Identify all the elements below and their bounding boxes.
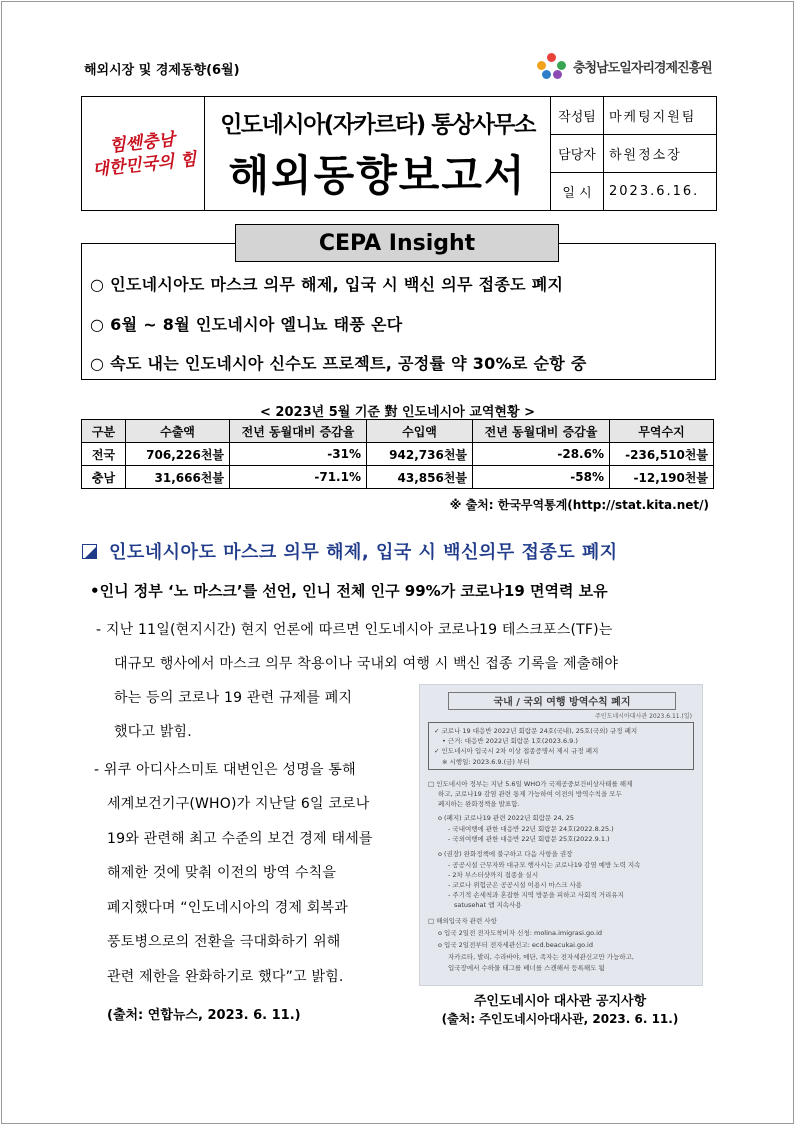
paragraph-line: 19와 관련해 최고 수준의 보건 경제 태세를 [107,831,373,847]
table-cell: -71.1% [230,466,367,489]
table-cell: 706,226천불 [126,443,230,466]
slogan-image [82,97,205,210]
column-header: 전년 동월대비 증감율 [230,420,367,443]
notice-line: - 코로나 위험군은 공공시설 이용시 마스크 사용 [448,881,583,889]
insight-bullet: ○ 속도 내는 인도네시아 신수도 프로젝트, 공정률 약 30%로 순항 중 [90,354,587,373]
notice-line: □ 해외입국자 관련 사항 [428,917,497,925]
paragraph-line: 해제한 것에 맞춰 이전의 방역 수칙을 [107,865,337,881]
meta-row [551,135,716,173]
meta-key: 일 시 [551,173,604,210]
paragraph-line: 하는 등의 코로나 19 관련 규제를 폐지 [114,690,353,706]
table-cell: -236,510천불 [610,443,714,466]
paragraph-line: 대규모 행사에서 마스크 의무 착용이나 국내외 여행 시 백신 접종 기록을 제출해야 [114,656,619,672]
notice-caption-source: (출처: 주인도네시아대사관, 2023. 6. 11.) [441,1012,679,1026]
header-meta [551,97,716,210]
notice-line: - 공공시설 근무자와 대규모 행사시는 코로나19 감염 예방 노력 지속 [448,861,641,869]
notice-line: satusehat 앱 지속사용 [454,901,522,909]
meta-key: 작성팀 [551,97,604,134]
notice-line: o (권장) 완화정책에 불구하고 다음 사항을 권장 [438,850,573,858]
table-cell: 충남 [82,466,126,489]
column-header: 구분 [82,420,126,443]
notice-line: o (폐지) 코로나19 관련 2022년 회람문 24, 25 [438,814,575,822]
notice-line: 하고, 코로나19 감염 관련 통제 가능하여 이전의 방역수칙을 모두 [438,790,622,798]
page-label: 해외시장 및 경제동향(6월) [84,63,240,78]
embassy-notice-image [419,684,703,986]
meta-value: 마케팅지원팀 [609,110,697,125]
logo-icon [537,53,567,79]
section-heading-text: 인도네시아도 마스크 의무 해제, 입국 시 백신의무 접종도 폐지 [109,542,618,563]
notice-title: 국내 / 국외 여행 방역수칙 폐지 [448,692,676,710]
trade-table [81,419,714,489]
agency-logo [537,53,712,79]
header-title-cell [205,97,551,210]
report-title: 해외동향보고서 [228,151,527,200]
meta-value: 하원정소장 [609,148,682,163]
meta-row [551,97,716,135]
section-heading [82,538,618,564]
column-header: 무역수지 [610,420,714,443]
section-marker-icon [82,544,97,559]
meta-value: 2023.6.16. [609,184,700,199]
logo-text: 충청남도일자리경제진흥원 [573,60,712,76]
notice-line: ✓ 코로나 19 대응반 2022년 회람문 24호(국내), 25호(국외) 규정 폐지 [434,727,638,735]
table-cell: -28.6% [473,443,610,466]
insight-bullet: ○ 6월 ~ 8월 인도네시아 엘니뇨 태풍 온다 [90,315,403,334]
notice-line: • 근거: 대응반 2022년 회람문 1호(2023.6.9.) [442,737,578,745]
notice-line: o 입국 2일전부터 전자세관신고: ecd.beacukai.go.id [438,941,593,949]
table-cell: 전국 [82,443,126,466]
column-header: 수출액 [126,420,230,443]
paragraph-line: 했다고 밝힘. [114,724,192,740]
notice-line: o 입국 2일전 전자도착비자 신청: molina.imigrasi.go.id [438,929,603,937]
table-cell: -12,190천불 [610,466,714,489]
paragraph-line: 폐지했다며 “인도네시아의 경제 회복과 [107,900,348,916]
meta-row [551,173,716,210]
table-row [82,466,714,489]
notice-date: 주인도네시아대사관 2023.6.11.(일) [595,713,692,720]
notice-line: 자카르타, 발리, 수라바야, 메단, 족자는 전자세관신고만 가능하고, [448,953,634,961]
table-row [82,443,714,466]
article-credit: (출처: 연합뉴스, 2023. 6. 11.) [107,1008,301,1023]
paragraph-line: - 위쿠 아디사스미토 대변인은 성명을 통해 [94,762,356,778]
paragraph-line: 세계보건기구(WHO)가 지난달 6일 코로나 [107,796,370,812]
paragraph-line: 풍토병으로의 전환을 극대화하기 위해 [107,934,341,950]
office-name: 인도네시아(자카르타) 통상사무소 [220,112,535,138]
notice-line: - 국외여행에 관한 대응반 22년 회람문 25호(2022.9.1.) [448,835,610,843]
table-cell: -31% [230,443,367,466]
trade-table-title: < 2023년 5월 기준 對 인도네시아 교역현황 > [260,405,535,420]
section-subheading: •인니 정부 ‘노 마스크’를 선언, 인니 전체 인구 99%가 코로나19 면역력 보유 [90,582,608,600]
notice-caption: 주인도네시아 대사관 공지사항 [473,994,647,1009]
slogan-line-1: 힘쎈충남 [108,129,176,156]
notice-line: ✓ 인도네시아 입국시 2차 이상 접종증명서 제시 규정 폐지 [434,747,599,755]
insight-title: CEPA Insight [235,224,559,262]
notice-line: ※ 시행일: 2023.6.9.(금) 부터 [442,758,530,766]
notice-line: 입국장에서 수하물 태그를 배너를 스캔해서 등록해도 됨 [448,964,605,972]
insight-bullet: ○ 인도네시아도 마스크 의무 해제, 입국 시 백신 의무 접종도 폐지 [90,275,564,294]
table-header-row [82,420,714,443]
notice-line: □ 인도네시아 정부는 지난 5.6일 WHO가 국제공중보건비상사태를 해제 [428,780,633,788]
paragraph-line: 관련 제한을 완화하기로 했다”고 밝힘. [107,969,344,985]
table-cell: -58% [473,466,610,489]
notice-line: 폐지하는 완화정책을 발표함. [438,800,520,808]
column-header: 수입액 [367,420,473,443]
meta-key: 담당자 [551,135,604,172]
notice-line: - 2차 부스터샷까지 접종을 실시 [448,871,539,879]
notice-line: - 주기적 손세척과 혼잡한 지역 방문을 피하고 사회적 거리유지 [448,891,624,899]
table-cell: 43,856천불 [367,466,473,489]
notice-line: - 국내여행에 관한 대응반 22년 회람문 24호(2022.8.25.) [448,825,614,833]
table-cell: 942,736천불 [367,443,473,466]
slogan-line-2: 대한민국의 힘 [91,149,198,180]
table-source: ※ 출처: 한국무역통계(http://stat.kita.net/) [449,498,709,512]
paragraph-line: - 지난 11일(현지시간) 현지 언론에 따르면 인도네시아 코로나19 테스크포스(TF)는 [96,622,613,638]
table-cell: 31,666천불 [126,466,230,489]
report-header [81,96,717,211]
column-header: 전년 동월대비 증감율 [473,420,610,443]
